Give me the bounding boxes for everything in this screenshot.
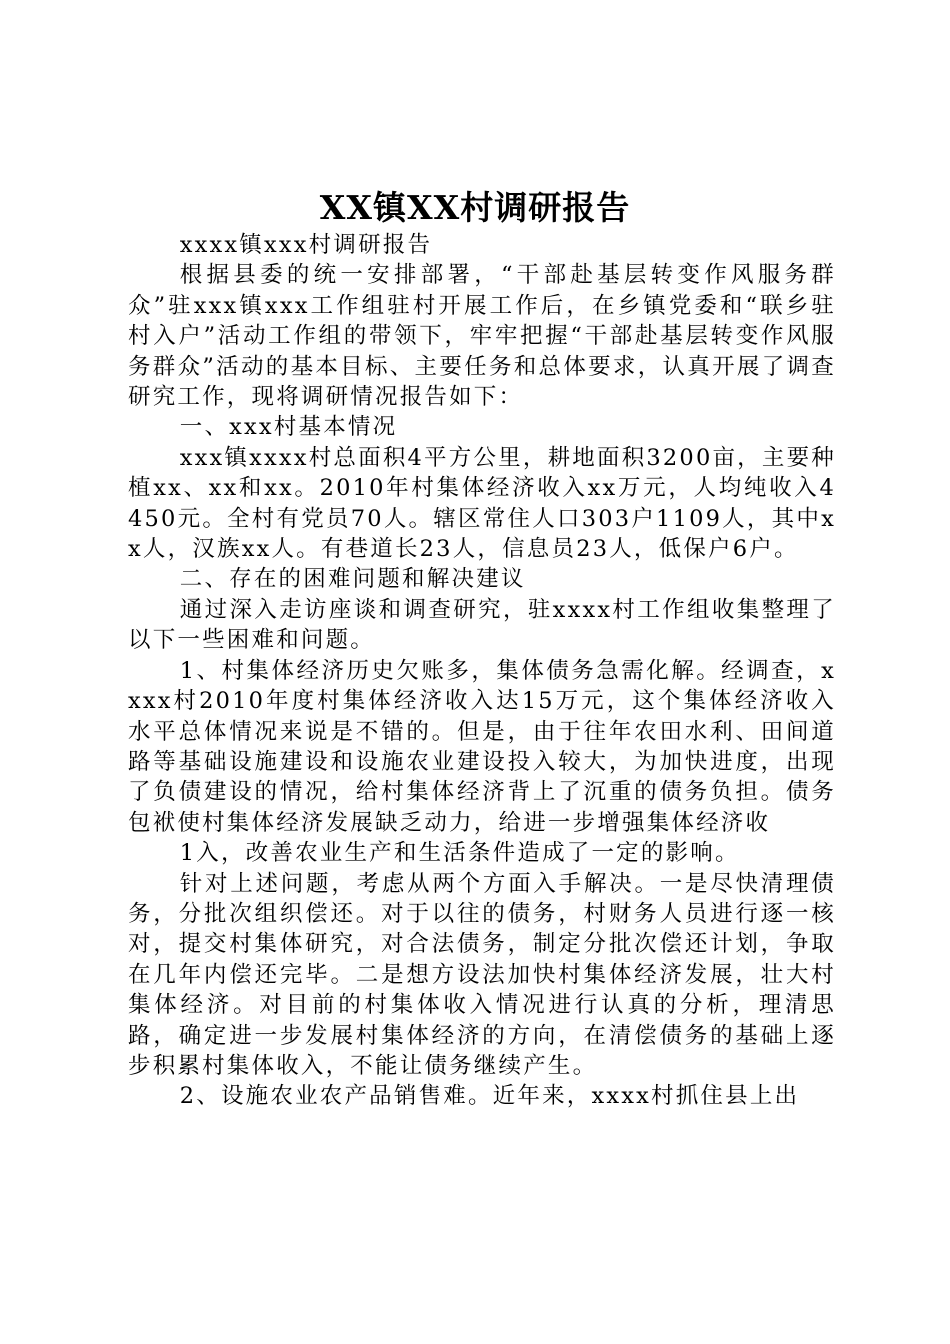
section-heading-problems: 二、存在的困难问题和解决建议 [179,566,526,593]
paragraph-basic-info: xxx镇xxxx村总面积4平方公里，耕地面积3200亩，主要种植xx、xx和xx。2010年村集体经济收入xx万元，人均纯收入4450元。全村有党员70人。辖区常住人口303户1109人，其中xx人，汉族xx人。有巷道长23人，信息员23人，低保户6户。 [128,444,836,563]
paragraph-subtitle: xxxx镇xxx村调研报告 [179,232,433,258]
paragraph-problem-2: 2、设施农业农产品销售难。近年来，xxxx村抓住县上出 [179,1083,800,1110]
paragraph-problems-intro: 通过深入走访座谈和调查研究，驻xxxx村工作组收集整理了以下一些困难和问题。 [128,596,836,654]
document-body [128,230,836,1112]
paragraph-intro: 根据县委的统一安排部署，“干部赴基层转变作风服务群众”驻xxx镇xxx工作组驻村开展工作后，在乡镇党委和“联乡驻村入户”活动工作组的带领下，牢牢把握“干部赴基层转变作风服务群众”活动的基本目标、主要任务和总体要求，认真开展了调查研究工作，现将调研情况报告如下： [128,262,836,411]
paragraph-problem-1: 1、村集体经济历史欠账多，集体债务急需化解。经调查，xxxx村2010年度村集体经济收入达15万元，这个集体经济收入水平总体情况来说是不错的。但是，由于往年农田水利、田间道路等基础设施建设和设施农业建设投入较大，为加快进度，出现了负债建设的情况，给村集体经济背上了沉重的债务负担。债务包袱使村集体经济发展缺乏动力，给进一步增强集体经济收 [128,657,836,836]
paragraph-solution-1: 针对上述问题，考虑从两个方面入手解决。一是尽快清理债务，分批次组织偿还。对于以往的债务，村财务人员进行逐一核对，提交村集体研究，对合法债务，制定分批次偿还计划，争取在几年内偿还完毕。二是想方设法加快村集体经济发展，壮大村集体经济。对目前的村集体收入情况进行认真的分析，理清思路，确定进一步发展村集体经济的方向，在清偿债务的基础上逐步积累村集体收入，不能让债务继续产生。 [128,870,836,1079]
section-heading-basic-info: 一、xxx村基本情况 [179,414,398,441]
document-title: XX镇XX村调研报告 [319,188,631,227]
paragraph-problem-1-cont: 1入，改善农业生产和生活条件造成了一定的影响。 [179,840,740,867]
